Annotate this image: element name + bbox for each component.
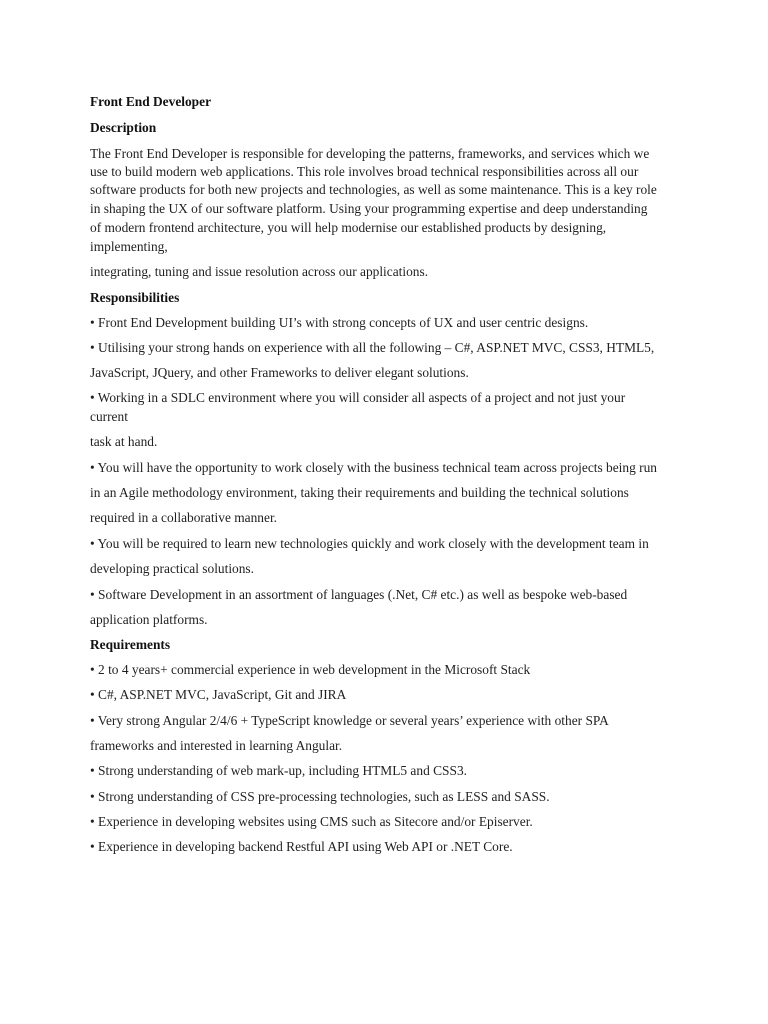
responsibility-line: • You will be required to learn new technologies quickly and work closely with the development team in: [90, 536, 649, 551]
description-line: integrating, tuning and issue resolution across our applications.: [90, 264, 429, 279]
requirement-line: • Experience in developing websites using CMS such as Sitecore and/or Episerver.: [90, 814, 533, 829]
requirement-line: frameworks and interested in learning Angular.: [90, 738, 343, 753]
responsibility-line: current: [90, 409, 128, 424]
requirement-line: • Experience in developing backend Restful API using Web API or .NET Core.: [90, 839, 513, 854]
responsibility-line: task at hand.: [90, 434, 158, 449]
description-line: of modern frontend architecture, you will help modernise our established products by designing,: [90, 220, 607, 235]
responsibility-line: • Working in a SDLC environment where you will consider all aspects of a project and not just your: [90, 390, 626, 405]
responsibility-line: • Utilising your strong hands on experience with all the following – C#, ASP.NET MVC, CSS3, HTML5,: [90, 340, 655, 355]
description-line: software products for both new projects and technologies, as well as some maintenance. This is a key role: [90, 182, 657, 197]
responsibility-line: developing practical solutions.: [90, 561, 254, 576]
requirement-line: • 2 to 4 years+ commercial experience in web development in the Microsoft Stack: [90, 662, 531, 677]
requirement-line: • Very strong Angular 2/4/6 + TypeScript knowledge or several years’ experience with other SPA: [90, 713, 609, 728]
responsibility-line: application platforms.: [90, 612, 208, 627]
description-line: in shaping the UX of our software platform. Using your programming expertise and deep understanding: [90, 201, 648, 216]
responsibility-line: JavaScript, JQuery, and other Frameworks to deliver elegant solutions.: [90, 365, 469, 380]
description-line: use to build modern web applications. This role involves broad technical responsibilities across all our: [90, 164, 639, 179]
requirement-line: • Strong understanding of web mark-up, including HTML5 and CSS3.: [90, 763, 467, 778]
requirement-line: • C#, ASP.NET MVC, JavaScript, Git and JIRA: [90, 687, 347, 702]
requirement-line: • Strong understanding of CSS pre-processing technologies, such as LESS and SASS.: [90, 789, 550, 804]
document-title: Front End Developer: [90, 94, 212, 109]
responsibility-line: required in a collaborative manner.: [90, 510, 278, 525]
description-line: implementing,: [90, 239, 168, 254]
description-heading: Description: [90, 120, 157, 135]
responsibility-line: • Software Development in an assortment of languages (.Net, C# etc.) as well as bespoke web-based: [90, 587, 628, 602]
responsibility-line: • Front End Development building UI’s with strong concepts of UX and user centric designs.: [90, 315, 589, 330]
responsibility-line: in an Agile methodology environment, taking their requirements and building the technical solutions: [90, 485, 629, 500]
description-line: The Front End Developer is responsible for developing the patterns, frameworks, and services which we: [90, 146, 650, 161]
responsibilities-heading: Responsibilities: [90, 290, 180, 305]
responsibility-line: • You will have the opportunity to work closely with the business technical team across projects being run: [90, 460, 657, 475]
requirements-heading: Requirements: [90, 637, 171, 652]
